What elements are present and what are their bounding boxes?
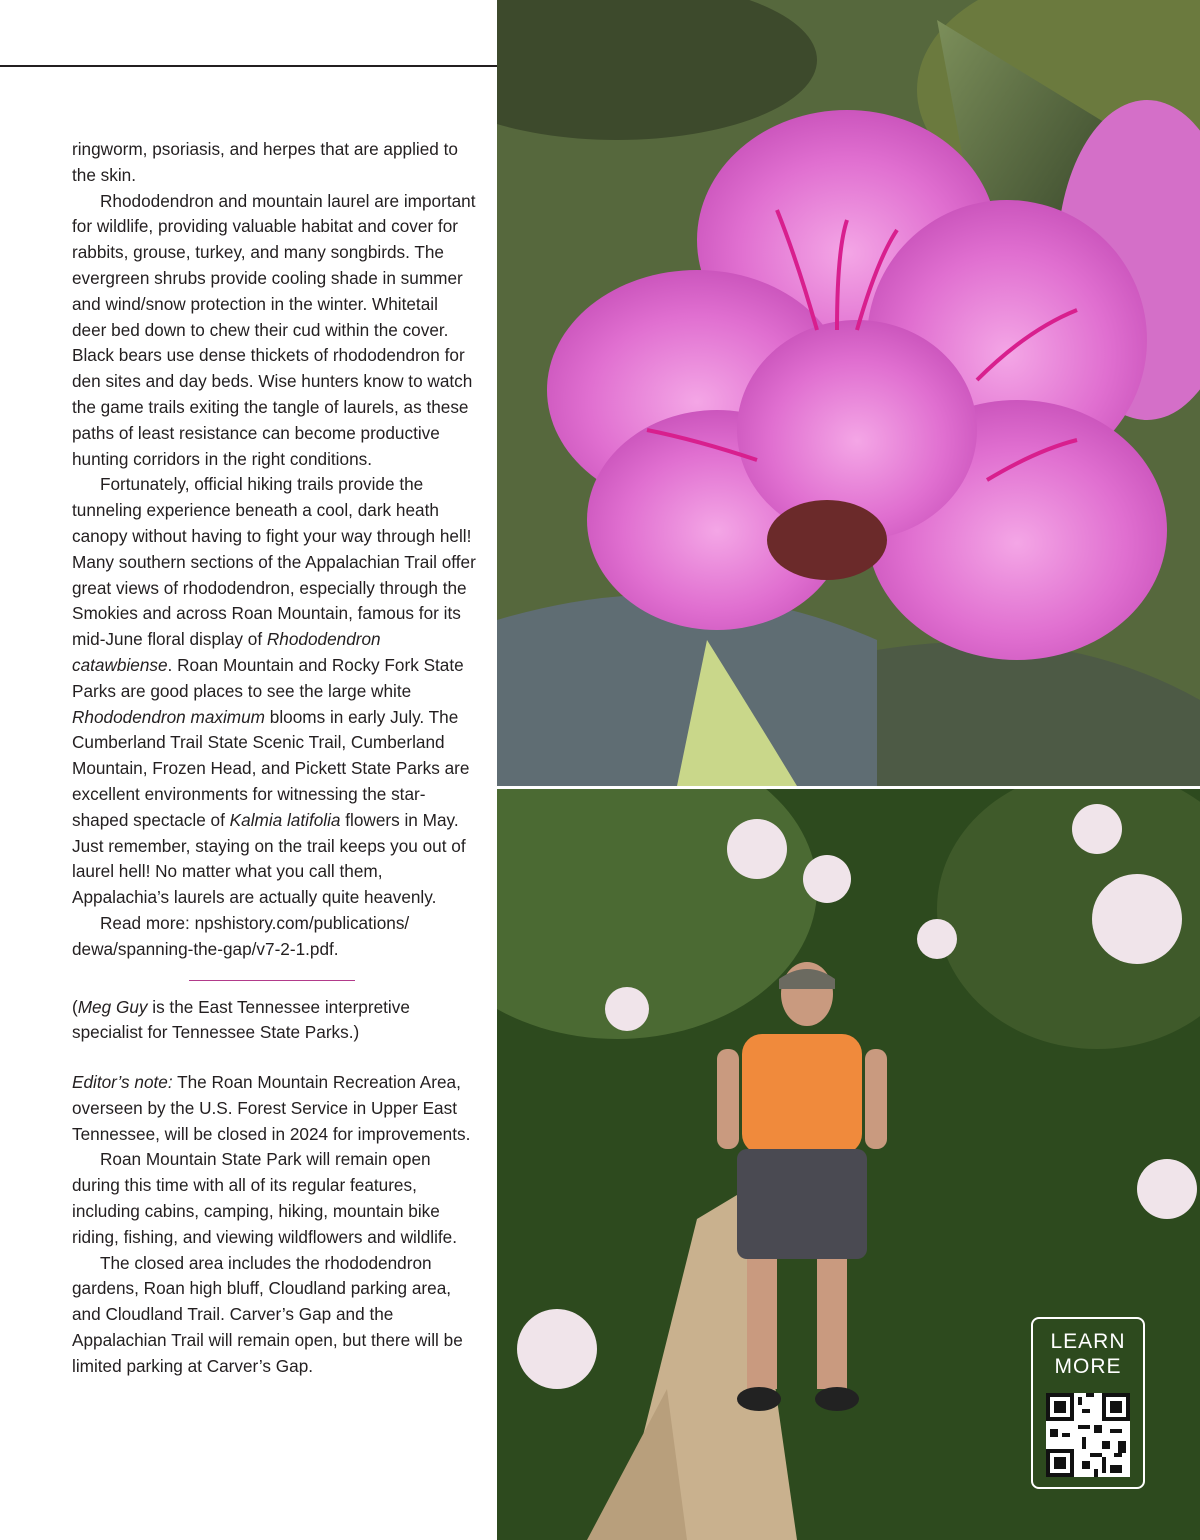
learn-more-qr-badge[interactable]	[1031, 1317, 1145, 1489]
article-column	[72, 137, 477, 1380]
rhododendron-photo	[497, 0, 1200, 786]
paragraph-3: Fortunately, official hiking trails provide the tunneling experience beneath a cool, dark heath canopy without having to fight your way through hell! Many southern sections of the Appalachian Trail offer great views of rhododendron, especially through the Smokies and across Roan Mountain, famous for its mid-June floral display of Rhododendron catawbiense. Roan Mountain and Rocky Fork State Parks are good places to see the large white Rhododendron maximum blooms in early July. The Cumberland Trail State Scenic Trail, Cumberland Mountain, Frozen Head, and Pickett State Parks are excellent environments for witnessing the star-shaped spectacle of Kalmia latifolia flowers in May. Just remember, staying on the trail keeps you out of laurel hell! No matter what you call them, Appalachia’s laurels are actually quite heavenly.	[72, 474, 476, 908]
paragraph-2: Rhododendron and mountain laurel are important for wildlife, providing valuable habitat and cover for rabbits, grouse, turkey, and many songbirds. The evergreen shrubs provide cooling shade in summer and wind/snow protection in the winter. Whitetail deer bed down to chew their cud within the cover. Black bears use dense thickets of rhododendron for den sites and day beds. Wise hunters know to watch the game trails exiting the tangle of laurels, as these paths of least resistance can become productive hunting corridors in the right conditions.	[72, 190, 476, 469]
author-bio: (Meg Guy is the East Tennessee interpretive specialist for Tennessee State Parks.)	[72, 996, 410, 1043]
paragraph-1: ringworm, psoriasis, and herpes that are applied to the skin.	[72, 139, 458, 185]
section-divider	[189, 980, 355, 981]
paragraph-closed-area: The closed area includes the rhododendron gardens, Roan high bluff, Cloudland parking area, and Cloudland Trail. Carver’s Gap and the Appalachian Trail will remain open, but there will be limited parking at Carver’s Gap.	[72, 1252, 463, 1376]
read-more-paragraph: Read more: npshistory.com/publications/ dewa/spanning-the-gap/v7-2-1.pdf.	[72, 912, 410, 959]
paragraph-state-park: Roan Mountain State Park will remain open during this time with all of its regular features, including cabins, camping, hiking, mountain bike riding, fishing, and viewing wildflowers and wildlife.	[72, 1149, 457, 1247]
qr-code-icon[interactable]	[1046, 1393, 1130, 1477]
learn-more-label: LEARN MORE	[1050, 1330, 1126, 1378]
editor-note: Editor’s note: The Roan Mountain Recreation Area, overseen by the U.S. Forest Service in Upper East Tennessee, will be closed in 2024 for improvements.	[72, 1072, 471, 1144]
